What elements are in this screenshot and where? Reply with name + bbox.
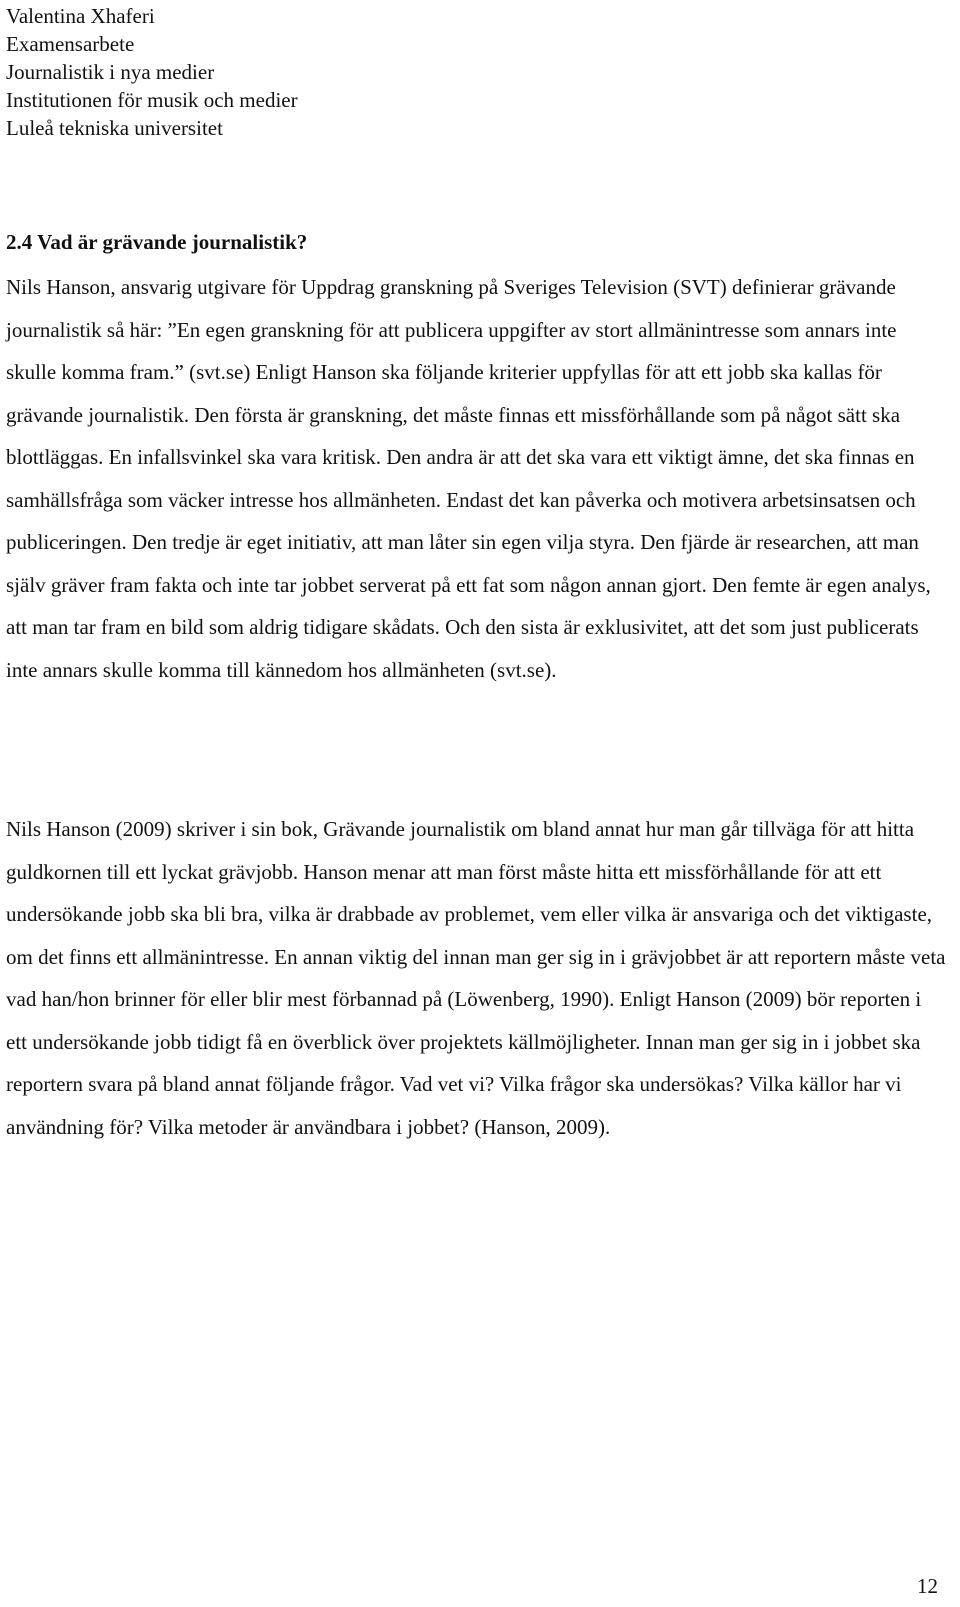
page-number: 12 [917,1574,938,1598]
department-name: Institutionen för musik och medier [6,88,298,112]
program-name: Journalistik i nya medier [6,60,215,84]
document-header [6,2,298,142]
body-paragraph: Nils Hanson (2009) skriver i sin bok, Grävande journalistik om bland annat hur man går tillväga för att hitta guldkornen till ett lyckat grävjobb. Hanson menar att man först måste hitta ett missförhållande för att ett undersökande jobb ska bli bra, vilka är drabbade av problemet, vem eller vilka är ansvariga och det viktigaste, om det finns ett allmänintresse. En annan viktig del innan man ger sig in i grävjobbet är att reportern måste veta vad han/hon brinner för eller blir mest förbannad på (Löwenberg, 1990). Enligt Hanson (2009) bör reporten i ett undersökande jobb tidigt få en överblick över projektets källmöjligheter. Innan man ger sig in i jobbet ska reportern svara på bland annat följande frågor. Vad vet vi? Vilka frågor ska undersökas? Vilka källor har vi användning för? Vilka metoder är användbara i jobbet? (Hanson, 2009). [6,817,946,1139]
body-paragraph: Nils Hanson, ansvarig utgivare för Uppdrag granskning på Sveriges Television (SVT) definierar grävande journalistik så här: ”En egen granskning för att publicera uppgifter av stort allmänintresse som annars inte skulle komma fram.” (svt.se) Enligt Hanson ska följande kriterier uppfyllas för att ett jobb ska kallas för grävande journalistik. Den första är granskning, det måste finnas ett missförhållande som på något sätt ska blottläggas. En infallsvinkel ska vara kritisk. Den andra är att det ska vara ett viktigt ämne, det ska finnas en samhällsfråga som väcker intresse hos allmänheten. Endast det kan påverka och motivera arbetsinsatsen och publiceringen. Den tredje är eget initiativ, att man låter sin egen vilja styra. Den fjärde är researchen, att man själv gräver fram fakta och inte tar jobbet serverat på ett fat som någon annan gjort. Den femte är egen analys, att man tar fram en bild som aldrig tidigare skådats. Och den sista är exklusivitet, att det som just publicerats inte annars skulle komma till kännedom hos allmänheten (svt.se). [6,275,931,682]
author-name: Valentina Xhaferi [6,4,155,28]
document-type: Examensarbete [6,32,135,56]
university-name: Luleå tekniska universitet [6,116,223,140]
section-heading: 2.4 Vad är grävande journalistik? [6,230,308,254]
